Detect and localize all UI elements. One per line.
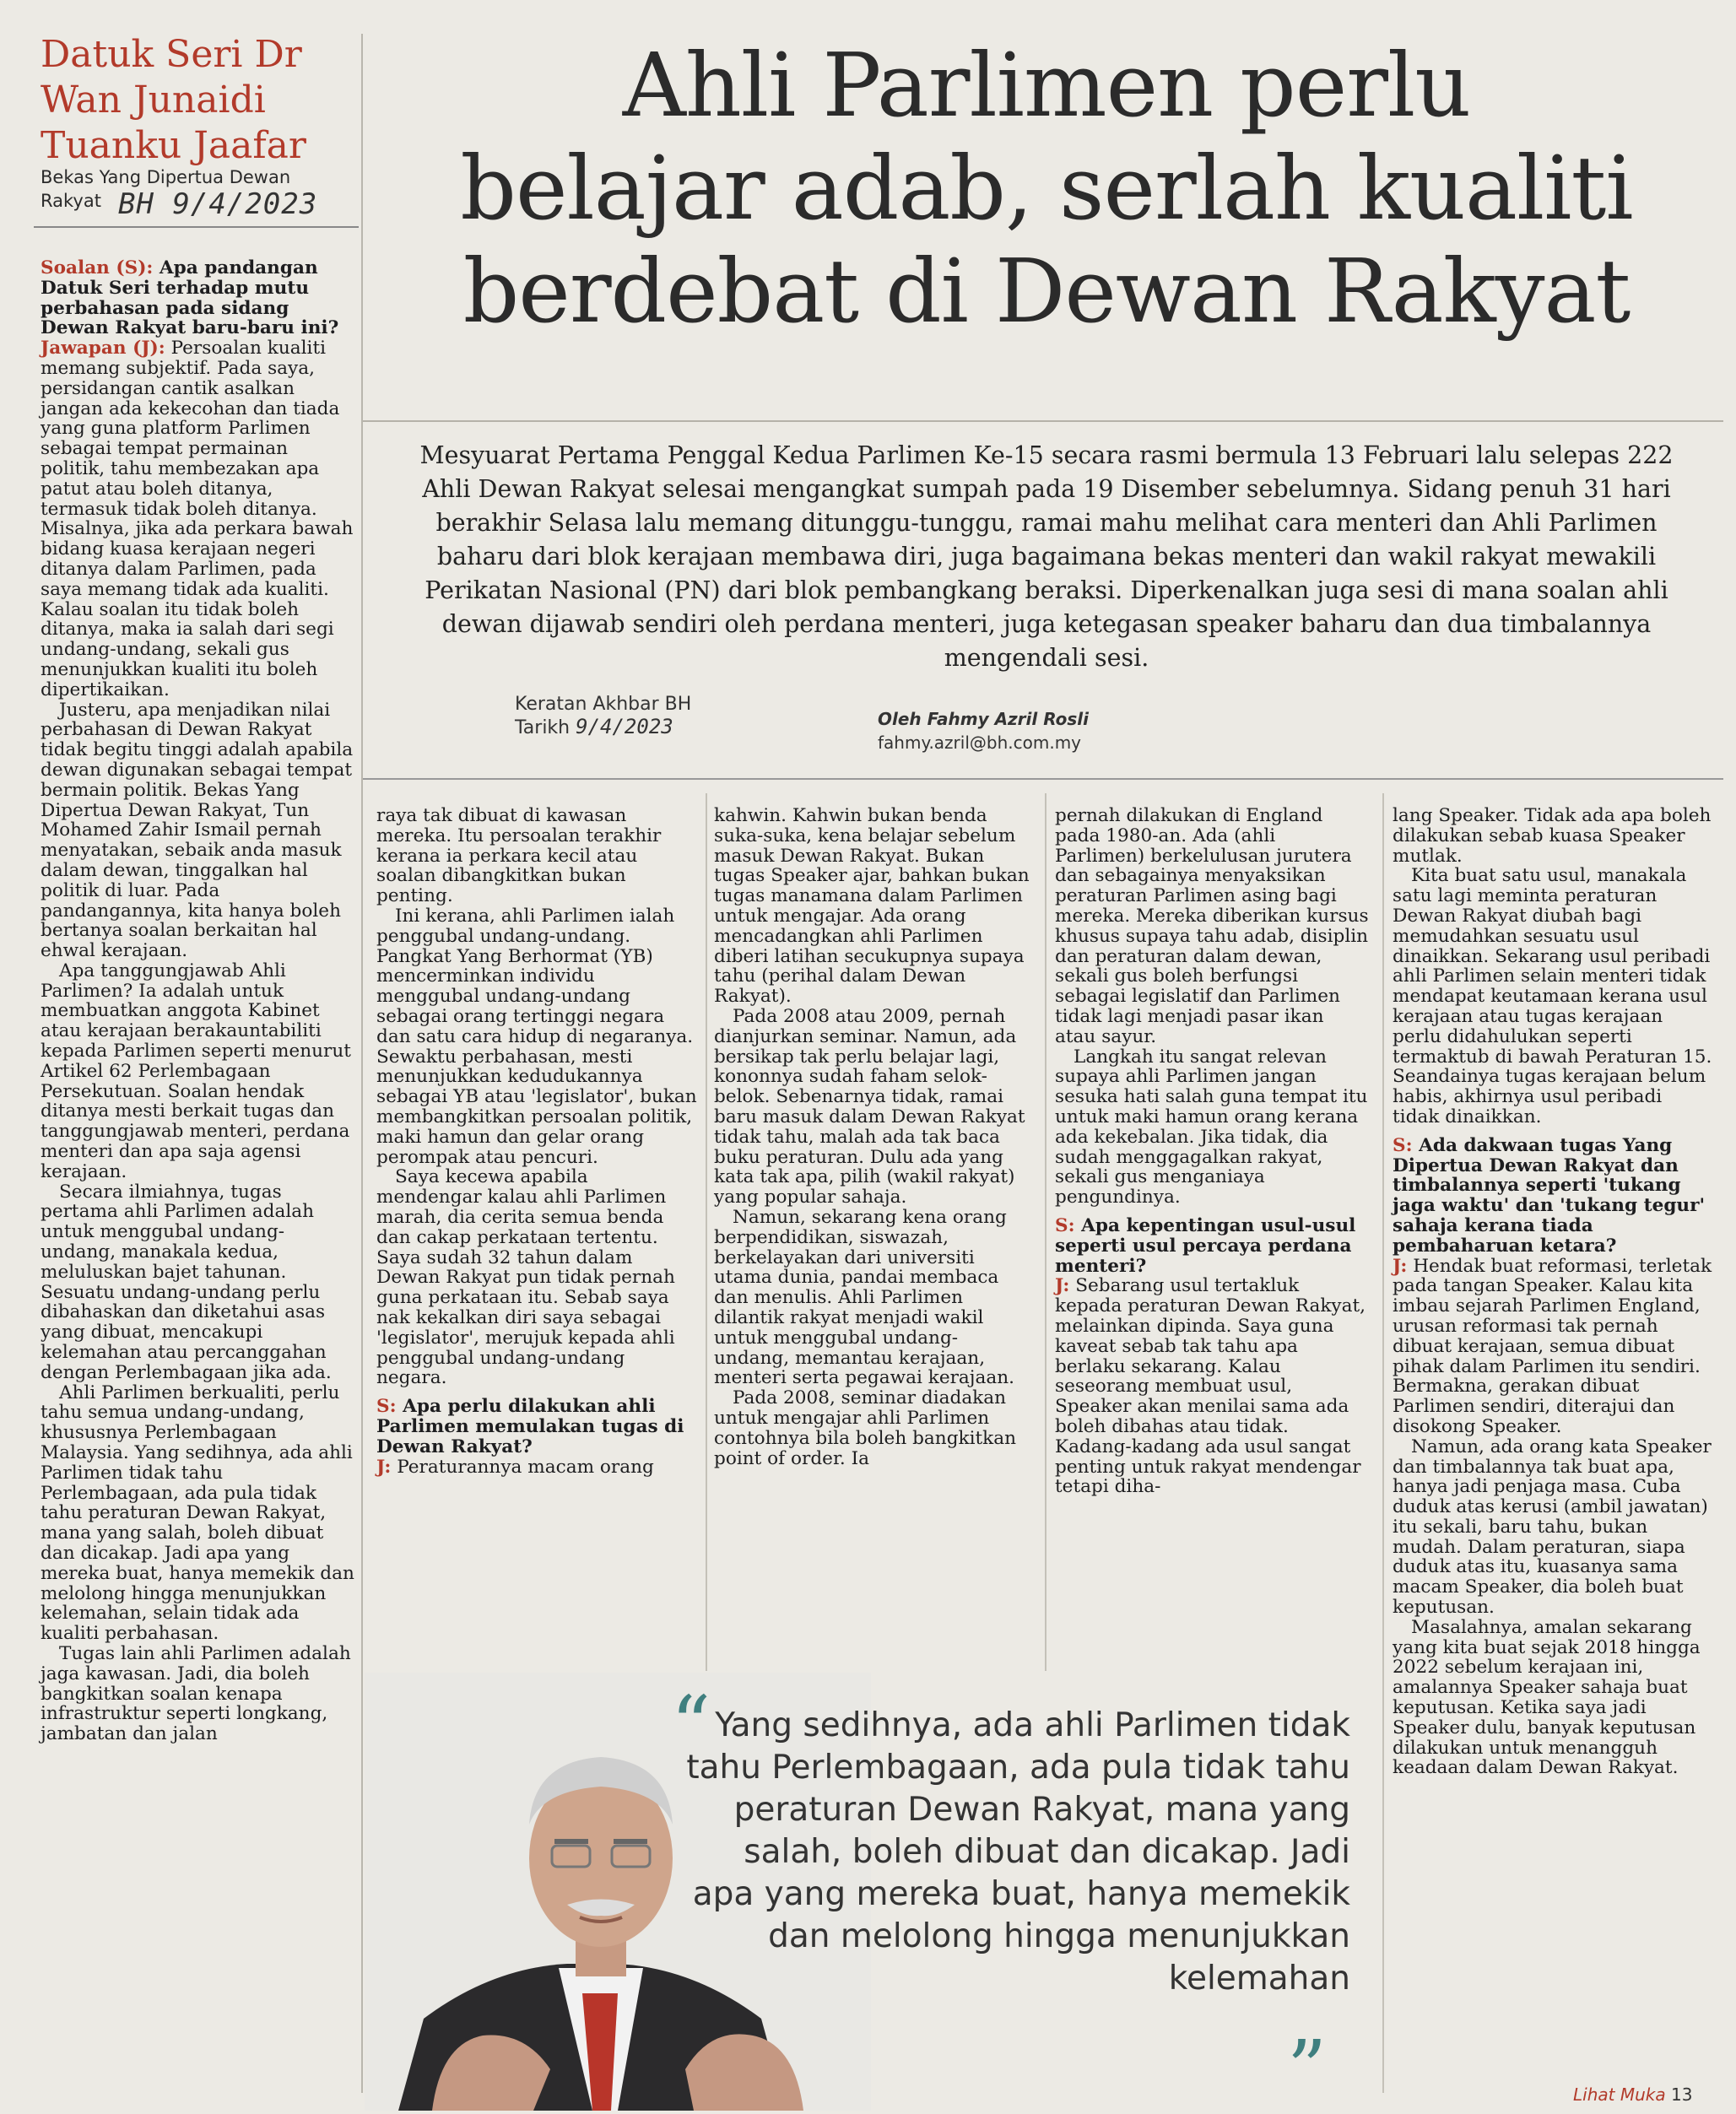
article-paragraph <box>714 806 1033 1007</box>
article-paragraph <box>376 1457 697 1478</box>
section-rule <box>363 778 1723 780</box>
qa-label: J: <box>1393 1255 1408 1277</box>
article-paragraph <box>41 700 354 961</box>
paragraph-text: Peraturannya macam orang <box>391 1456 654 1478</box>
sidebar-rule <box>34 226 359 228</box>
article-column-4 <box>1055 806 1369 1497</box>
paragraph-text: pernah dilakukan di England pada 1980-an. Ada (ahli Parlimen) berkelulusan jurutera dan sebagainya menyaksikan peraturan Parlimen asing bagi mereka. Mereka diberikan kursus khusus supaya tahu adab, disiplin dan peraturan dalam dewan, sekali gus boleh berfungsi sebagai legislatif dan Parlimen tidak lagi menjadi pasar ikan atau sayur. <box>1055 805 1369 1047</box>
question-paragraph <box>1393 1136 1713 1257</box>
article-paragraph <box>41 961 354 1182</box>
clipping-stamp: Keratan Akhbar BH Tarikh 9/4/2023 <box>515 694 692 738</box>
article-paragraph <box>1055 1276 1369 1497</box>
article-paragraph <box>714 1208 1033 1388</box>
paragraph-text: Tugas lain ahli Parlimen adalah jaga kawasan. Jadi, dia boleh bangkitkan soalan kenapa infrastruktur seperti longkang, jambatan dan jalan <box>41 1642 351 1745</box>
paragraph-text: Apa tanggungjawab Ahli Parlimen? Ia adalah untuk membuatkan anggota Kabinet atau kerajaan berakauntabiliti kepada Parlimen seperti menurut Artikel 62 Perlembagaan Persekutuan. Soalan hendak ditanya mesti berkait tugas dan tanggungjawab menteri, perdana menteri dan apa saja agensi kerajaan. <box>41 960 351 1182</box>
qa-label: J: <box>1055 1275 1070 1297</box>
paragraph-text: Masalahnya, amalan sekarang yang kita buat sejak 2018 hingga 2022 sebelum kerajaan ini, amalannya Speaker sahaja buat keputusan. Ketika saya jadi Speaker dulu, banyak keputusan dilakukan untuk menangguh keadaan dalam Dewan Rakyat. <box>1393 1616 1701 1779</box>
article-paragraph <box>1393 1437 1713 1618</box>
paragraph-text: Hendak buat reformasi, terletak pada tangan Speaker. Kalau kita imbau sejarah Parlimen England, urusan reformasi tak pernah dibuat kerajaan, semua dibuat pihak dalam Parlimen itu sendiri. Bermakna, gerakan dibuat Parlimen sendiri, diterajui dan disokong Speaker. <box>1393 1255 1712 1437</box>
headline-rule <box>363 420 1723 422</box>
qa-label: S: <box>1055 1214 1075 1236</box>
article-paragraph <box>376 1167 697 1388</box>
article-column-1 <box>41 250 354 1744</box>
paragraph-text: Langkah itu sangat relevan supaya ahli Parlimen jangan sesuka hati salah guna tempat itu untuk maki hamun orang kerana ada kekebalan. Jika tidak, dia sudah menggagalkan rakyat, sekali gus menganiaya pengundinya. <box>1055 1046 1368 1208</box>
article-paragraph <box>714 1007 1033 1208</box>
column-divider <box>1382 793 1384 2093</box>
paragraph-text: Sebarang usul tertakluk kepada peraturan Dewan Rakyat, melainkan dipinda. Saya guna kaveat sebab tak tahu apa berlaku sekarang. Kalau seseorang membuat usul, Speaker akan menilai sama ada boleh dibahas atau tidak. Kadang-kadang ada usul sangat penting untuk rakyat mendengar tetapi diha- <box>1055 1275 1366 1498</box>
article-paragraph <box>41 1383 354 1644</box>
article-paragraph <box>376 906 697 1167</box>
paragraph-text: Ada dakwaan tugas Yang Dipertua Dewan Rakyat dan timbalannya seperti 'tukang jaga waktu' dan 'tukang tegur' sahaja kerana tiada pembaharuan ketara? <box>1393 1134 1706 1257</box>
open-quote-icon: “ <box>671 1679 711 1770</box>
article-paragraph <box>1055 1047 1369 1208</box>
article-paragraph <box>41 1182 354 1383</box>
paragraph-text: Secara ilmiahnya, tugas pertama ahli Parlimen adalah untuk menggubal undang-undang, manakala kedua, meluluskan bajet tahunan. Sesuatu undang-undang perlu dibahaskan dan diketahui asas yang dibuat, mencakupi kelemahan atau percanggahan dengan Perlembagaan jika ada. <box>41 1181 332 1383</box>
lead-paragraph: Mesyuarat Pertama Penggal Kedua Parlimen Ke-15 secara rasmi bermula 13 Februari lalu selepas 222 Ahli Dewan Rakyat selesai mengangkat sumpah pada 19 Disember sebelumnya. Sidang penuh 31 hari berakhir Selasa lalu memang ditunggu-tunggu, ramai mahu melihat cara menteri dan Ahli Parlimen baharu dari blok kerajaan membawa diri, juga bagaimana bekas menteri dan wakil rakyat mewakili Perikatan Nasional (PN) dari blok pembangkang beraksi. Diperkenalkan juga sesi di mana soalan ahli dewan dijawab sendiri oleh perdana menteri, juga ketegasan speaker baharu dan dua timbalannya mengendali sesi. <box>419 441 1674 672</box>
article-column-5 <box>1393 806 1713 1778</box>
article-paragraph <box>1393 866 1713 1127</box>
paragraph-text: kahwin. Kahwin bukan benda suka-suka, kena belajar sebelum masuk Dewan Rakyat. Bukan tugas Speaker ajar, bahkan bukan tugas manamana dalam Parlimen untuk mengajar. Ada orang mencadangkan ahli Parlimen diberi latihan secukupnya supaya tahu (perihal dalam Dewan Rakyat). <box>714 805 1030 1008</box>
paragraph-text: Justeru, apa menjadikan nilai perbahasan di Dewan Rakyat tidak begitu tinggi adalah apabila dewan digunakan sebagai tempat bermain politik. Bekas Yang Dipertua Dewan Rakyat, Tun Mohamed Zahir Ismail pernah menyatakan, sebaik anda masuk dalam dewan, tinggalkan hal politik di luar. Pada pandangannya, kita hanya boleh bertanya soalan berkaitan hal ehwal kerajaan. <box>41 699 354 962</box>
article-paragraph <box>714 1388 1033 1468</box>
article-paragraph <box>1393 1618 1713 1778</box>
handwritten-date: BH 9/4/2023 <box>118 187 318 221</box>
paragraph-text: Saya kecewa apabila mendengar kalau ahli Parlimen marah, dia cerita semua benda dan cakap perkataan tertentu. Saya sudah 32 tahun dalam Dewan Rakyat pun tidak pernah guna perkataan itu. Sebab saya nak kekalkan diri saya sebagai 'legislator', merujuk kepada ahli penggubal undang-undang negara. <box>376 1166 675 1389</box>
column-divider <box>1045 793 1046 1671</box>
close-quote-icon: ” <box>1287 2024 1328 2114</box>
question-paragraph <box>1055 1216 1369 1276</box>
paragraph-text: Persoalan kualiti memang subjektif. Pada saya, persidangan cantik asalkan jangan ada kekecohan dan tiada yang guna platform Parlimen sebagai tempat permainan politik, tahu membezakan apa patut atau boleh ditanya, termasuk tidak boleh ditanya. Misalnya, jika ada perkara bawah bidang kuasa kerajaan negeri ditanya dalam Parlimen, pada saya memang tidak ada kualiti. Kalau soalan itu tidak boleh ditanya, maka ia salah dari segi undang-undang, sekali gus menunjukkan kualiti itu boleh dipertikaikan. <box>41 338 354 700</box>
pull-quote: Yang sedihnya, ada ahli Parlimen tidak tahu Perlembagaan, ada pula tidak tahu peraturan Dewan Rakyat, mana yang salah, boleh dibuat dan dicakap. Jadi apa yang mereka buat, hanya memekik dan melolong hingga menunjukkan kelemahan <box>686 1706 1350 1998</box>
byline: Oleh Fahmy Azril Rosli fahmy.azril@bh.com.my <box>878 709 1089 753</box>
paragraph-text: Ahli Parlimen berkualiti, perlu tahu semua undang-undang, khususnya Perlembagaan Malaysia. Yang sedihnya, ada ahli Parlimen tidak tahu Perlembagaan, ada pula tidak tahu peraturan Dewan Rakyat, mana yang salah, boleh dibuat dan dicakap. Jadi apa yang mereka buat, hanya memekik dan melolong hingga menunjukkan kelemahan, selain tidak ada kualiti perbahasan. <box>41 1381 354 1645</box>
paragraph-text: Apa perlu dilakukan ahli Parlimen memulakan tugas di Dewan Rakyat? <box>376 1396 684 1457</box>
paragraph-text: Ini kerana, ahli Parlimen ialah penggubal undang-undang. Pangkat Yang Berhormat (YB) mencerminkan individu menggubal undang-undang sebagai orang tertinggi negara dan satu cara hidup di negaranya. Sewaktu perbahasan, mesti menunjukkan kedudukannya sebagai YB atau 'legislator', bukan membangkitkan persoalan politik, maki hamun dan gelar orang perompak atau pencuri. <box>376 905 697 1168</box>
column-divider <box>706 793 707 1671</box>
paragraph-text: Apa pandangan Datuk Seri terhadap mutu perbahasan pada sidang Dewan Rakyat baru-baru ini? <box>41 257 339 339</box>
column-divider <box>361 34 363 2093</box>
paragraph-text: Pada 2008, seminar diadakan untuk mengajar ahli Parlimen contohnya bila boleh bangkitkan point of order. Ia <box>714 1387 1017 1469</box>
paragraph-text: Apa kepentingan usul-usul seperti usul percaya perdana menteri? <box>1055 1214 1356 1277</box>
qa-label: Soalan (S): <box>41 257 154 278</box>
article-paragraph <box>1055 806 1369 1047</box>
author-title: Bekas Yang Dipertua Dewan Rakyat <box>41 167 291 211</box>
qa-label: S: <box>376 1396 397 1418</box>
article-column-2 <box>376 806 697 1477</box>
article-paragraph <box>1393 1257 1713 1437</box>
question-paragraph <box>376 1397 697 1457</box>
page-footer: Lihat Muka 13 <box>1573 2084 1693 2105</box>
article-paragraph <box>376 806 697 906</box>
question-paragraph <box>41 258 354 338</box>
article-column-3 <box>714 806 1033 1468</box>
headline: Ahli Parlimen perlu belajar adab, serlah kualiti berdebat di Dewan Rakyat <box>460 34 1633 343</box>
article-paragraph <box>41 1644 354 1744</box>
author-name: Datuk Seri Dr Wan Junaidi Tuanku Jaafar <box>41 33 306 167</box>
paragraph-text: raya tak dibuat di kawasan mereka. Itu persoalan terakhir kerana ia perkara kecil atau soalan dibangkitkan bukan penting. <box>376 805 662 907</box>
paragraph-text: Namun, sekarang kena orang berpendidikan, siswazah, berkelayakan dari universiti utama dunia, pandai membaca dan menulis. Ahli Parlimen dilantik rakyat menjadi wakil untuk menggubal undang-undang, memantau kerajaan, menteri serta pegawai kerajaan. <box>714 1206 1015 1389</box>
paragraph-text: Pada 2008 atau 2009, pernah dianjurkan seminar. Namun, ada bersikap tak perlu belajar lagi, kononnya sudah faham selok-belok. Sebenarnya tidak, ramai baru masuk dalam Dewan Rakyat tidak tahu, malah ada tak baca buku peraturan. Dulu ada yang kata tak apa, pilih (wakil rakyat) yang popular sahaja. <box>714 1005 1025 1208</box>
paragraph-text: lang Speaker. Tidak ada apa boleh dilakukan sebab kuasa Speaker mutlak. <box>1393 805 1712 867</box>
qa-label: J: <box>376 1456 392 1478</box>
paragraph-text: Kita buat satu usul, manakala satu lagi meminta peraturan Dewan Rakyat diubah bagi memudahkan sesuatu usul dinaikkan. Sekarang usul peribadi ahli Parlimen selain menteri tidak mendapat keutamaan kerana usul kerajaan atau tugas kerajaan perlu didahulukan seperti termaktub di bawah Peraturan 15. Seandainya tugas kerajaan belum habis, akhirnya usul peribadi tidak dinaikkan. <box>1393 865 1712 1127</box>
qa-label: S: <box>1393 1134 1413 1156</box>
paragraph-text: Namun, ada orang kata Speaker dan timbalannya tak buat apa, hanya jadi penjaga masa. Cuba duduk atas kerusi (ambil jawatan) itu sekali, baru tahu, bukan mudah. Dalam peraturan, siapa duduk atas itu, kuasanya sama macam Speaker, dia boleh buat keputusan. <box>1393 1435 1712 1619</box>
article-paragraph <box>1393 806 1713 866</box>
qa-label: Jawapan (J): <box>41 338 165 360</box>
article-paragraph <box>41 338 354 700</box>
